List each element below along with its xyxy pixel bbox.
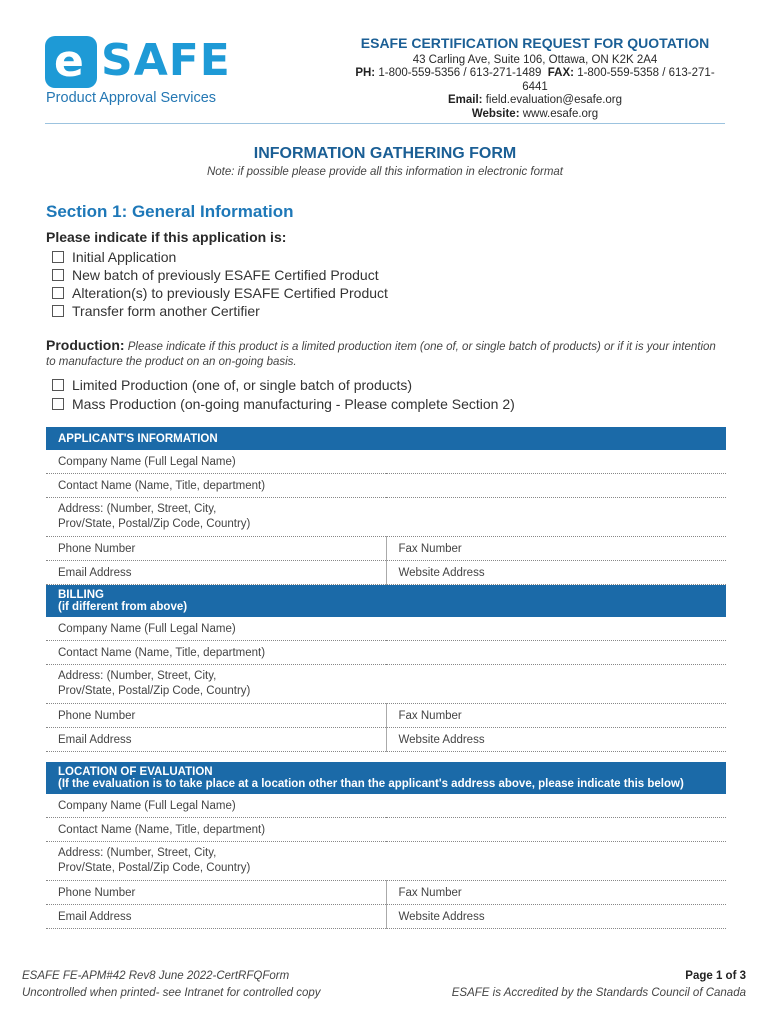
esafe-logo-mark-icon: e: [45, 36, 97, 88]
application-type-question: Please indicate if this application is:: [46, 229, 287, 245]
option-limited-production[interactable]: Limited Production (one of, or single batch of products): [52, 377, 412, 393]
logo-subtitle: Product Approval Services: [46, 90, 217, 106]
applicant-phone-field[interactable]: Phone Number: [46, 537, 386, 561]
location-info-table: [46, 762, 726, 929]
contact-phone-fax: PH: 1-800-559-5356 / 613-271-1489 FAX: 1-800-559-5358 / 613-271-6441: [355, 67, 715, 93]
billing-email-field[interactable]: Email Address: [46, 728, 386, 752]
applicant-contact-field[interactable]: Contact Name (Name, Title, department): [46, 474, 726, 498]
billing-fax-field[interactable]: Fax Number: [386, 704, 726, 728]
checkbox-icon[interactable]: [52, 398, 64, 410]
option-initial-application[interactable]: Initial Application: [52, 249, 176, 265]
checkbox-icon[interactable]: [52, 379, 64, 391]
billing-header: BILLING (if different from above): [46, 585, 726, 617]
contact-website: Website: www.esafe.org: [471, 107, 599, 120]
header-divider: [45, 123, 725, 124]
accreditation-notice: ESAFE is Accredited by the Standards Council of Canada: [451, 987, 746, 999]
location-website-field[interactable]: Website Address: [386, 905, 726, 929]
checkbox-icon[interactable]: [52, 287, 64, 299]
location-phone-field[interactable]: Phone Number: [46, 881, 386, 905]
section-1-title: Section 1: General Information: [46, 202, 294, 221]
applicant-email-field[interactable]: Email Address: [46, 561, 386, 585]
production-instructions: Production: Please indicate if this product is a limited production item (one of, or single batch of products) or if it is your intention to manufacture the product on an on-going basis.: [46, 337, 716, 368]
checkbox-icon[interactable]: [52, 251, 64, 263]
option-mass-production[interactable]: Mass Production (on-going manufacturing - Please complete Section 2): [52, 396, 515, 412]
document-title: ESAFE CERTIFICATION REQUEST FOR QUOTATION: [360, 35, 710, 51]
page-number: Page 1 of 3: [685, 970, 746, 982]
billing-company-field[interactable]: Company Name (Full Legal Name): [46, 617, 726, 641]
location-address-field[interactable]: Address: (Number, Street, City, Prov/State, Postal/Zip Code, Country): [46, 842, 726, 881]
form-title: INFORMATION GATHERING FORM: [253, 145, 517, 162]
billing-address-field[interactable]: Address: (Number, Street, City, Prov/State, Postal/Zip Code, Country): [46, 665, 726, 704]
company-header: [325, 37, 725, 121]
option-new-batch[interactable]: New batch of previously ESAFE Certified Product: [52, 267, 379, 283]
option-transfer[interactable]: Transfer form another Certifier: [52, 303, 260, 319]
checkbox-icon[interactable]: [52, 305, 64, 317]
location-contact-field[interactable]: Contact Name (Name, Title, department): [46, 818, 726, 842]
footer-right: [452, 968, 746, 1002]
logo-wordmark: SAFE: [101, 35, 231, 86]
location-company-field[interactable]: Company Name (Full Legal Name): [46, 794, 726, 818]
location-fax-field[interactable]: Fax Number: [386, 881, 726, 905]
option-alteration[interactable]: Alteration(s) to previously ESAFE Certified Product: [52, 285, 388, 301]
billing-contact-field[interactable]: Contact Name (Name, Title, department): [46, 641, 726, 665]
applicant-website-field[interactable]: Website Address: [386, 561, 726, 585]
contact-email: Email: field.evaluation@esafe.org: [447, 94, 623, 106]
applicant-address-field[interactable]: Address: (Number, Street, City, Prov/State, Postal/Zip Code, Country): [46, 498, 726, 537]
form-revision: ESAFE FE-APM#42 Rev8 June 2022-CertRFQForm: [22, 970, 290, 982]
location-email-field[interactable]: Email Address: [46, 905, 386, 929]
company-address: 43 Carling Ave, Suite 106, Ottawa, ON K2K 2A4: [412, 53, 658, 66]
billing-phone-field[interactable]: Phone Number: [46, 704, 386, 728]
form-note: Note: if possible please provide all this information in electronic format: [206, 166, 564, 178]
billing-info-table: [46, 585, 726, 752]
applicant-fax-field[interactable]: Fax Number: [386, 537, 726, 561]
esafe-logo: [45, 36, 240, 111]
billing-website-field[interactable]: Website Address: [386, 728, 726, 752]
checkbox-icon[interactable]: [52, 269, 64, 281]
applicant-company-field[interactable]: Company Name (Full Legal Name): [46, 450, 726, 474]
applicant-info-table: [46, 427, 726, 585]
applicant-header: APPLICANT'S INFORMATION: [46, 427, 726, 450]
location-header: LOCATION OF EVALUATION (If the evaluation is to take place at a location other than the applicant's address above, please indicate this below): [46, 762, 726, 794]
uncontrolled-notice: Uncontrolled when printed- see Intranet for controlled copy: [22, 987, 321, 999]
footer-left: [22, 968, 321, 1002]
